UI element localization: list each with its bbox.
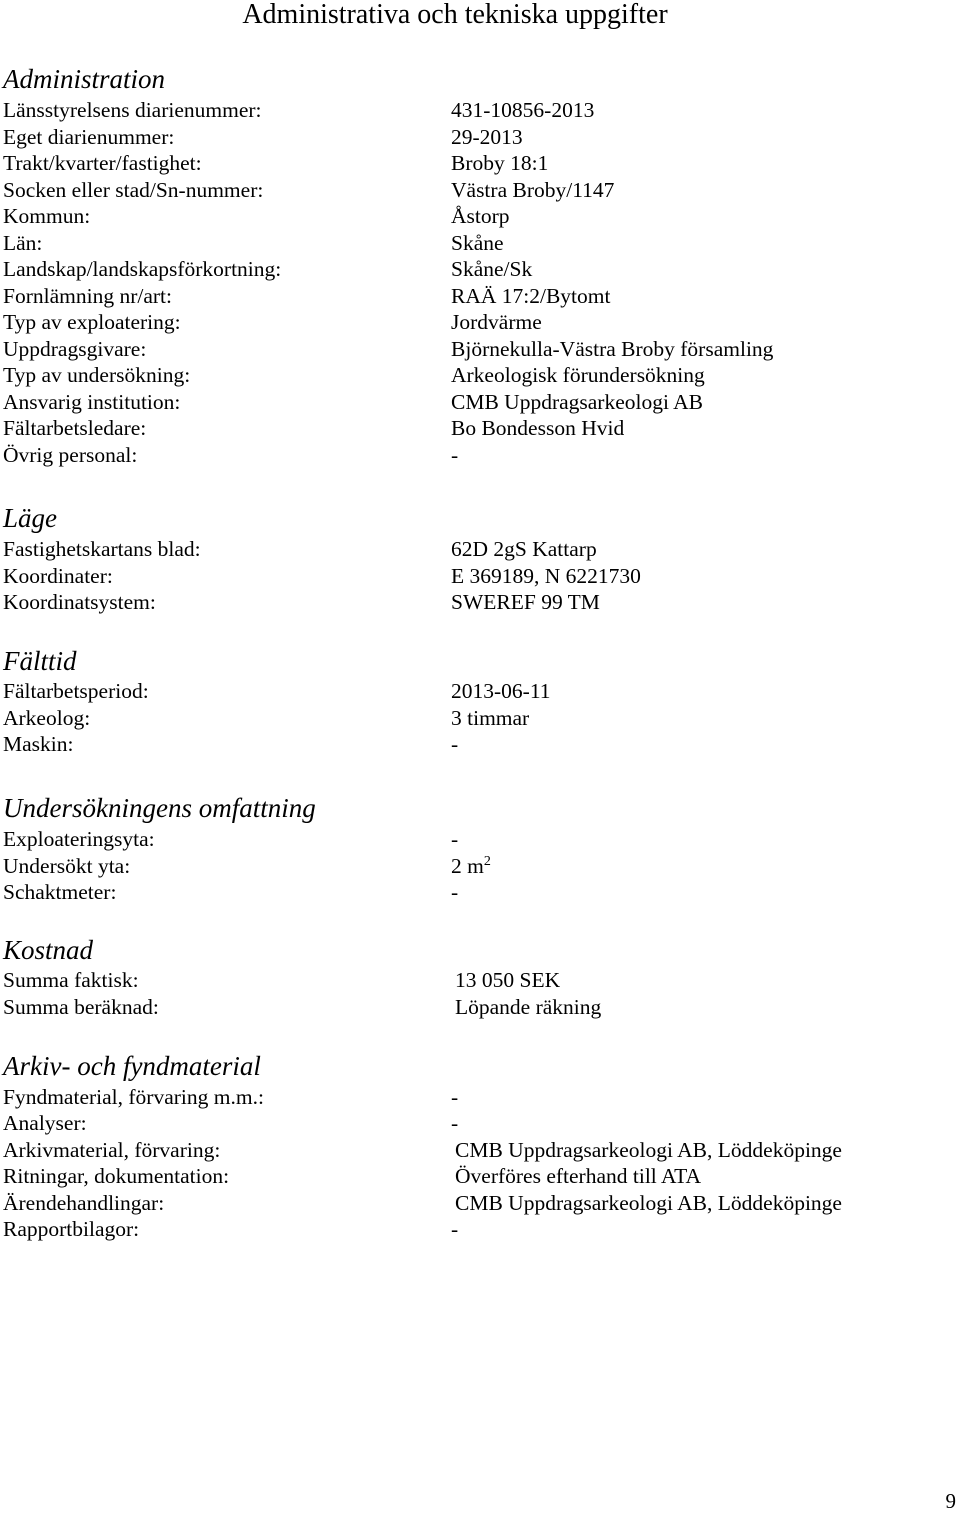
field-label: Fyndmaterial, förvaring m.m.: <box>3 1085 264 1109</box>
field-row <box>3 1137 960 1163</box>
field-row <box>3 230 960 256</box>
field-label: Fältarbetsperiod: <box>3 679 149 703</box>
field-row <box>3 967 960 993</box>
field-value: CMB Uppdragsarkeologi AB <box>451 390 704 414</box>
field-row <box>3 826 960 852</box>
field-value: - <box>451 1217 459 1241</box>
field-label: Länsstyrelsens diarienummer: <box>3 98 262 122</box>
field-label: Schaktmeter: <box>3 880 117 904</box>
field-label: Fastighetskartans blad: <box>3 537 201 561</box>
field-value: 3 timmar <box>451 706 530 730</box>
field-value: - <box>451 1111 459 1135</box>
area-value: 2 m <box>451 854 484 878</box>
field-row <box>3 1110 960 1136</box>
field-value: - <box>451 827 459 851</box>
field-value: Broby 18:1 <box>451 151 549 175</box>
field-row <box>3 389 960 415</box>
field-value <box>451 853 491 879</box>
field-value: - <box>451 732 459 756</box>
field-label: Maskin: <box>3 732 74 756</box>
field-label: Fornlämning nr/art: <box>3 284 172 308</box>
field-label: Koordinater: <box>3 564 113 588</box>
field-label: Undersökt yta: <box>3 854 131 878</box>
field-value: Arkeologisk förundersökning <box>451 363 705 387</box>
field-row <box>3 1163 960 1189</box>
field-label: Övrig personal: <box>3 443 138 467</box>
field-label: Ansvarig institution: <box>3 390 181 414</box>
section-heading-kostnad: Kostnad <box>3 935 94 965</box>
field-label: Arkeolog: <box>3 706 91 730</box>
field-label: Summa beräknad: <box>3 995 159 1019</box>
field-row <box>3 1216 960 1242</box>
section-heading-falttid: Fälttid <box>3 646 77 676</box>
field-row <box>3 879 960 905</box>
field-row <box>3 731 960 757</box>
field-row <box>3 563 960 589</box>
field-label: Arkivmaterial, förvaring: <box>3 1138 221 1162</box>
field-value: Skåne/Sk <box>451 257 533 281</box>
field-value: - <box>451 443 459 467</box>
field-label: Exploateringsyta: <box>3 827 155 851</box>
field-value: 431-10856-2013 <box>451 98 595 122</box>
field-value: 2013-06-11 <box>451 679 551 703</box>
field-value: RAÄ 17:2/Bytomt <box>451 284 611 308</box>
field-value: Bo Bondesson Hvid <box>451 416 625 440</box>
field-row <box>3 705 960 731</box>
field-value: Björnekulla-Västra Broby församling <box>451 337 774 361</box>
section-heading-lage: Läge <box>3 503 57 533</box>
field-row <box>3 853 960 879</box>
field-value: CMB Uppdragsarkeologi AB, Löddeköpinge <box>455 1138 842 1162</box>
section-heading-administration: Administration <box>3 64 166 94</box>
field-row <box>3 256 960 282</box>
field-row <box>3 442 960 468</box>
field-label: Koordinatsystem: <box>3 590 156 614</box>
section-heading-arkiv: Arkiv- och fyndmaterial <box>3 1051 261 1081</box>
page-number: 9 <box>945 1489 956 1513</box>
field-row <box>3 283 960 309</box>
field-row <box>3 150 960 176</box>
field-label: Analyser: <box>3 1111 87 1135</box>
field-value: - <box>451 880 459 904</box>
field-label: Typ av exploatering: <box>3 310 181 334</box>
field-label: Rapportbilagor: <box>3 1217 140 1241</box>
field-value: CMB Uppdragsarkeologi AB, Löddeköpinge <box>455 1191 842 1215</box>
field-row <box>3 536 960 562</box>
field-row <box>3 362 960 388</box>
field-value: 13 050 SEK <box>455 968 561 992</box>
field-label: Fältarbetsledare: <box>3 416 147 440</box>
page-title: Administrativa och tekniska uppgifter <box>242 0 668 30</box>
field-label: Kommun: <box>3 204 91 228</box>
field-value: Jordvärme <box>451 310 542 334</box>
field-label: Landskap/landskapsförkortning: <box>3 257 282 281</box>
field-label: Ärendehandlingar: <box>3 1191 165 1215</box>
field-label: Trakt/kvarter/fastighet: <box>3 151 202 175</box>
field-value: SWEREF 99 TM <box>451 590 600 614</box>
field-label: Socken eller stad/Sn-nummer: <box>3 178 264 202</box>
field-row <box>3 203 960 229</box>
field-row <box>3 177 960 203</box>
field-value: Löpande räkning <box>455 995 602 1019</box>
field-row <box>3 309 960 335</box>
field-label: Summa faktisk: <box>3 968 139 992</box>
field-row <box>3 336 960 362</box>
field-row <box>3 1190 960 1216</box>
field-label: Typ av undersökning: <box>3 363 191 387</box>
field-value: 29-2013 <box>451 125 523 149</box>
field-row <box>3 994 960 1020</box>
field-row <box>3 97 960 123</box>
field-label: Eget diarienummer: <box>3 125 175 149</box>
field-row <box>3 1084 960 1110</box>
field-label: Län: <box>3 231 43 255</box>
field-row <box>3 678 960 704</box>
field-value: Västra Broby/1147 <box>451 178 615 202</box>
field-row <box>3 589 960 615</box>
field-value: Överföres efterhand till ATA <box>455 1164 702 1188</box>
field-label: Ritningar, dokumentation: <box>3 1164 230 1188</box>
field-row <box>3 124 960 150</box>
field-value: 62D 2gS Kattarp <box>451 537 597 561</box>
field-label: Uppdragsgivare: <box>3 337 147 361</box>
field-value: Åstorp <box>451 204 510 228</box>
field-value: Skåne <box>451 231 504 255</box>
area-exponent: 2 <box>483 853 491 869</box>
field-value: - <box>451 1085 459 1109</box>
section-heading-omfattning: Undersökningens omfattning <box>3 793 316 823</box>
field-row <box>3 415 960 441</box>
field-value: E 369189, N 6221730 <box>451 564 641 588</box>
